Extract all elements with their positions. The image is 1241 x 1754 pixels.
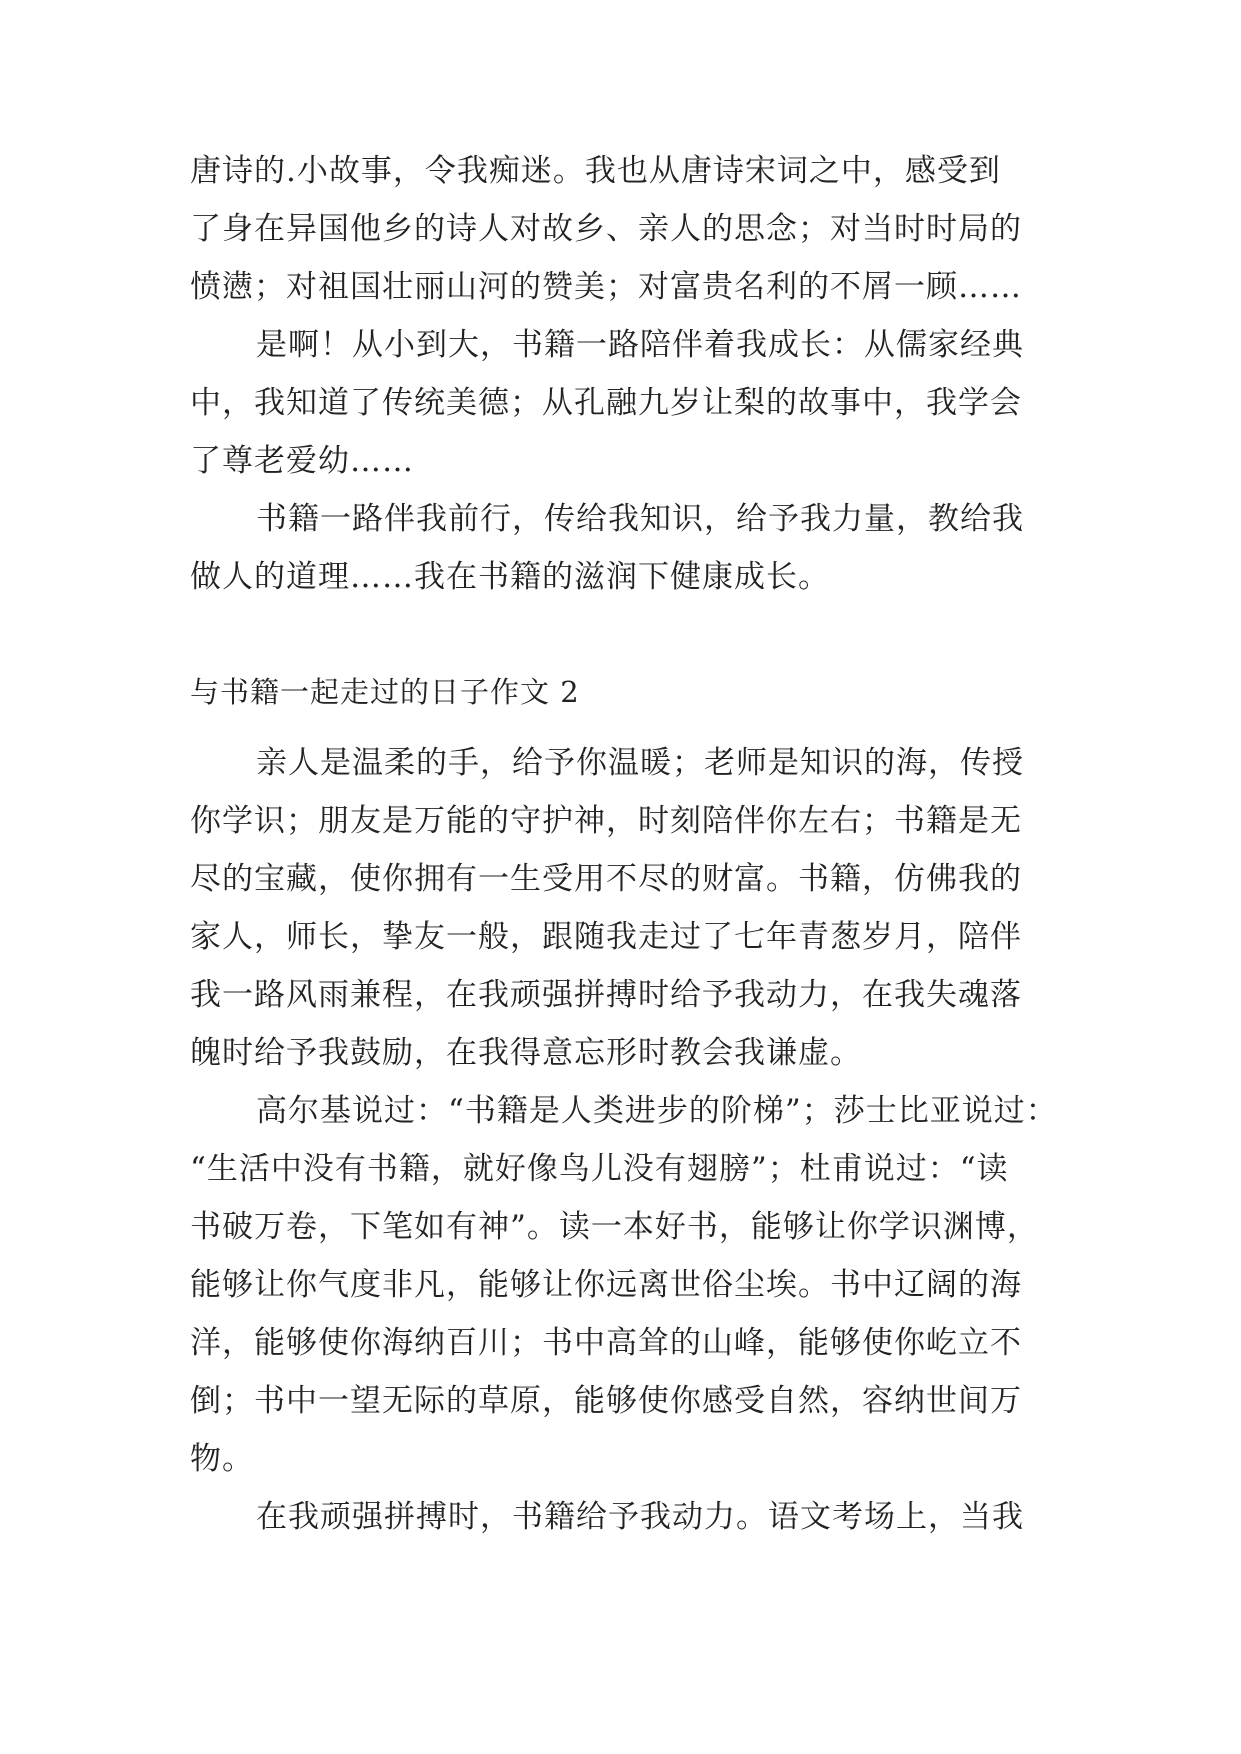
paragraph-line: 是啊！从小到大，书籍一路陪伴着我成长：从儒家经典	[256, 327, 1024, 363]
paragraph-line: 亲人是温柔的手，给予你温暖；老师是知识的海，传授	[256, 745, 1024, 781]
paragraph-line: 愤懑；对祖国壮丽山河的赞美；对富贵名利的不屑一顾……	[190, 269, 1022, 305]
paragraph-line: 高尔基说过：“书籍是人类进步的阶梯”；莎士比亚说过：	[256, 1093, 1058, 1129]
paragraph-line: “生活中没有书籍，就好像鸟儿没有翅膀”；杜甫说过：“读	[190, 1151, 1009, 1187]
paragraph-line: 唐诗的.小故事，令我痴迷。我也从唐诗宋词之中，感受到	[190, 153, 1001, 189]
paragraph-line: 了尊老爱幼……	[190, 443, 414, 479]
essay-part-2	[190, 734, 1058, 1546]
paragraph-line: 能够让你气度非凡，能够让你远离世俗尘埃。书中辽阔的海	[190, 1267, 1022, 1303]
paragraph-line: 我一路风雨兼程，在我顽强拼搏时给予我动力，在我失魂落	[190, 977, 1022, 1013]
paragraph-line: 倒；书中一望无际的草原，能够使你感受自然，容纳世间万	[190, 1383, 1022, 1419]
paragraph-line: 你学识；朋友是万能的守护神，时刻陪伴你左右；书籍是无	[190, 803, 1022, 839]
paragraph-line: 物。	[190, 1441, 254, 1477]
paragraph-line: 洋，能够使你海纳百川；书中高耸的山峰，能够使你屹立不	[190, 1325, 1022, 1361]
paragraph-line: 尽的宝藏，使你拥有一生受用不尽的财富。书籍，仿佛我的	[190, 861, 1022, 897]
essay-part-1	[190, 142, 1050, 606]
paragraph-line: 中，我知道了传统美德；从孔融九岁让梨的故事中，我学会	[190, 385, 1022, 421]
paragraph-line: 做人的道理……我在书籍的滋润下健康成长。	[190, 559, 830, 595]
paragraph-line: 家人，师长，挚友一般，跟随我走过了七年青葱岁月，陪伴	[190, 919, 1022, 955]
paragraph-line: 了身在异国他乡的诗人对故乡、亲人的思念；对当时时局的	[190, 211, 1022, 247]
paragraph-line: 书破万卷，下笔如有神”。读一本好书，能够让你学识渊博，	[190, 1209, 1039, 1245]
paragraph-line: 书籍一路伴我前行，传给我知识，给予我力量，教给我	[256, 501, 1024, 537]
paragraph-line: 魄时给予我鼓励，在我得意忘形时教会我谦虚。	[190, 1035, 862, 1071]
paragraph-line: 在我顽强拼搏时，书籍给予我动力。语文考场上，当我	[256, 1499, 1024, 1535]
essay-heading: 与书籍一起走过的日子作文 2	[190, 675, 580, 709]
